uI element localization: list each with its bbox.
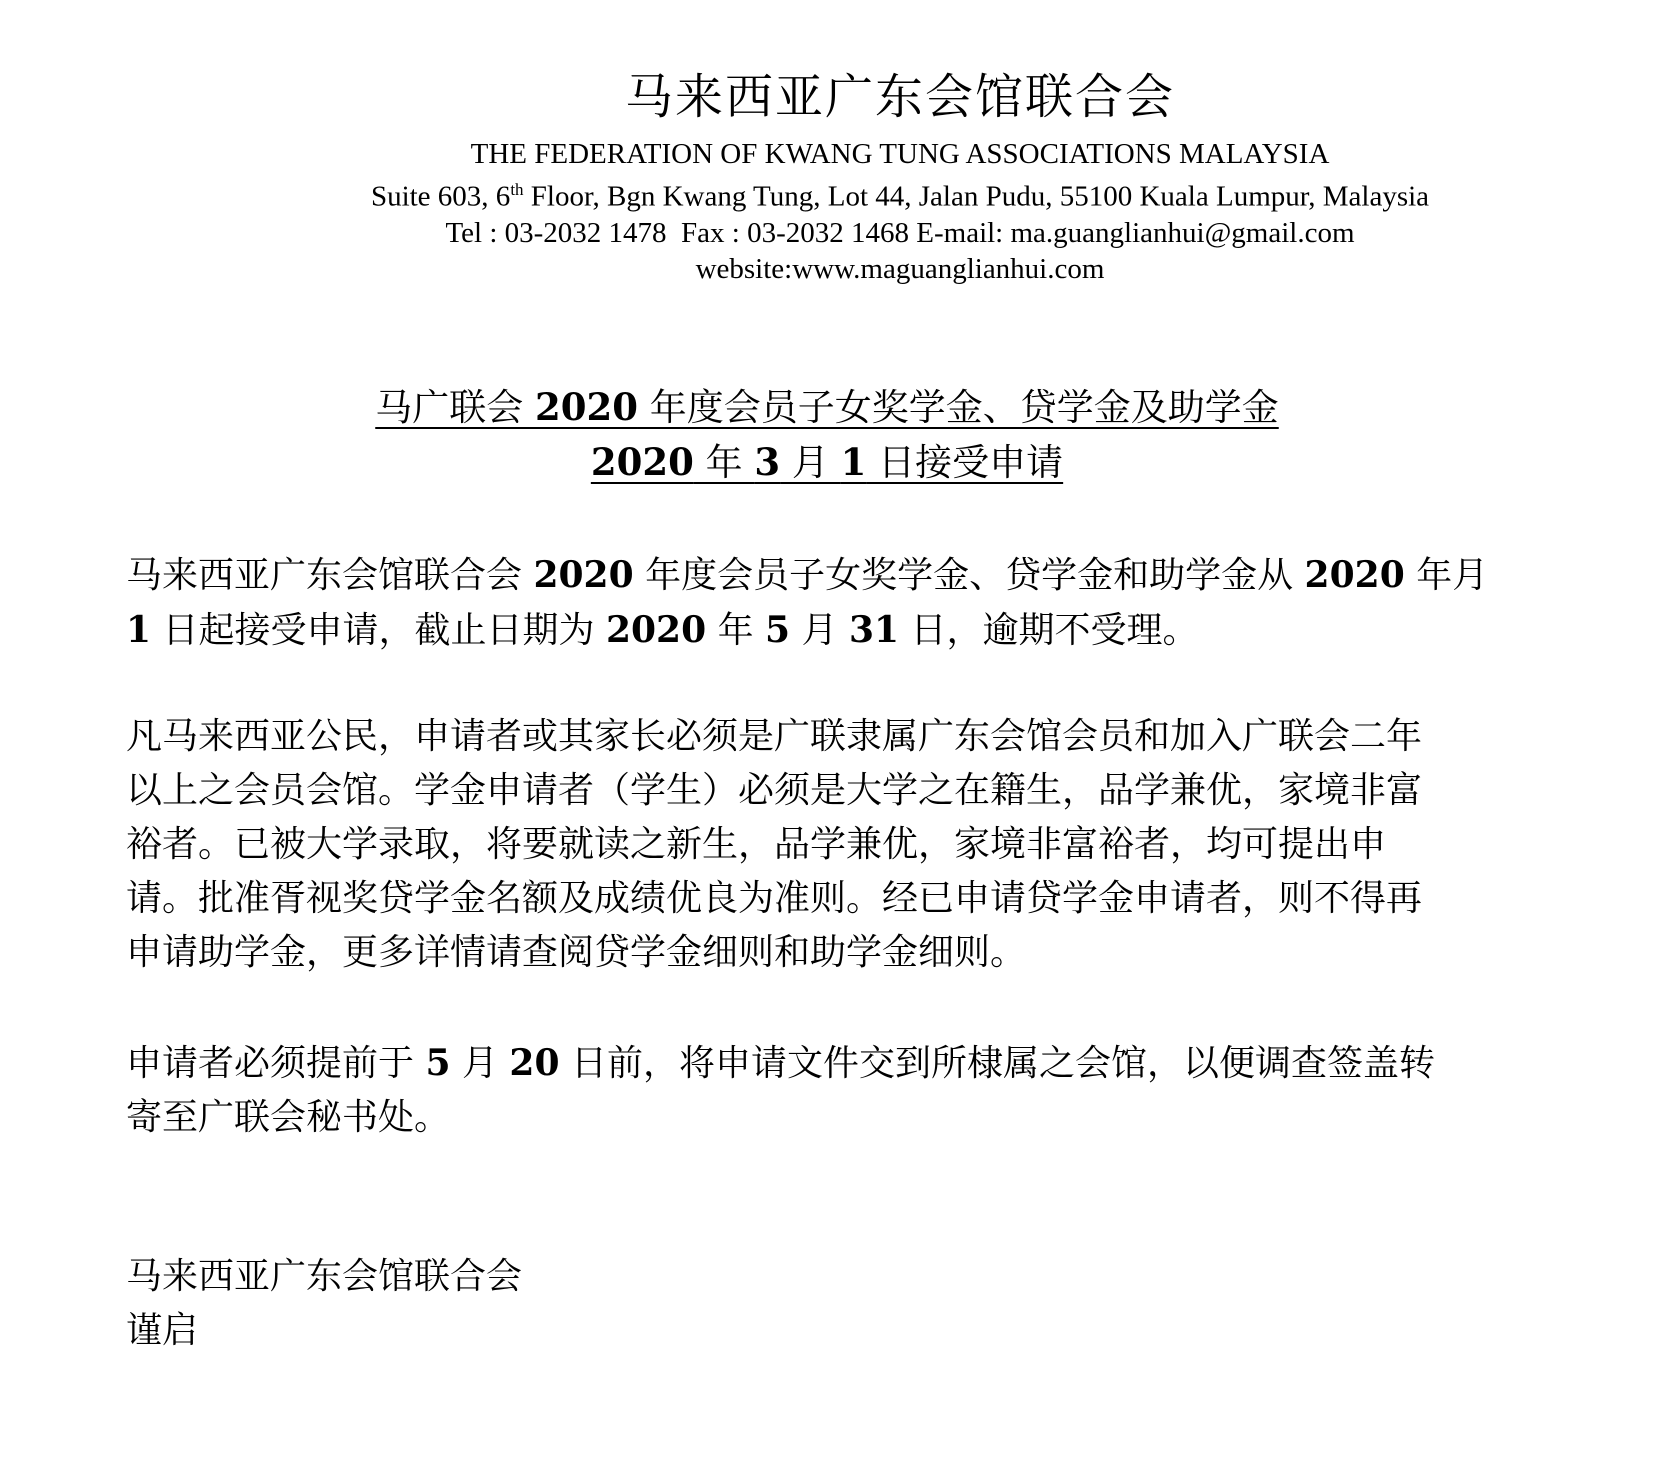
p1-text: 日，逾期不受理。	[899, 610, 1199, 651]
p1-text: 月	[790, 610, 849, 651]
org-name-chinese: 马来西亚广东会馆联合会	[624, 69, 1175, 125]
address-prefix: Suite 603, 6	[370, 180, 511, 213]
p1-day: 1	[126, 609, 152, 651]
p1-text: 马来西亚广东会馆联合会	[126, 555, 534, 596]
p3-text: 申请者必须提前于	[126, 1043, 426, 1084]
p3-text: 月	[450, 1043, 510, 1084]
p1-text: 年度会员子女奖学金、贷学金和助学金从	[633, 555, 1305, 596]
p2-line-1: 凡马来西亚公民，申请者或其家长必须是广联隶属广东会馆会员和加入广联会二年	[126, 716, 1423, 757]
title-line-2-underline	[591, 441, 1063, 484]
p3-day: 20	[509, 1042, 560, 1084]
contact-line: Tel : 03-2032 1478 Fax : 03-2032 1468 E-mail: ma.guanglianhui@gmail.com	[445, 216, 1355, 249]
p1-text: 年月	[1404, 555, 1489, 596]
website-line: website:www.maguanglianhui.com	[695, 252, 1105, 285]
title-2-text-f: 日接受申请	[866, 441, 1064, 484]
org-name-english: THE FEDERATION OF KWANG TUNG ASSOCIATIONS MALAYSIA	[470, 138, 1330, 170]
title-1-text-a: 马广联会	[375, 386, 535, 429]
p1-text: 日起接受申请，截止日期为	[151, 610, 606, 651]
letterhead	[240, 64, 1560, 287]
title-2-day: 1	[840, 440, 867, 484]
title-1-year: 2020	[535, 385, 638, 429]
signature-org: 马来西亚广东会馆联合会	[126, 1256, 523, 1297]
p1-year: 2020	[1304, 554, 1405, 596]
signature-closing: 谨启	[126, 1310, 199, 1351]
p1-year: 2020	[605, 609, 707, 651]
p1-year: 2020	[533, 554, 634, 596]
address-superscript: th	[510, 180, 524, 199]
title-1-text-c: 年度会员子女奖学金、贷学金及助学金	[637, 386, 1279, 429]
title-line-1	[120, 380, 1534, 435]
title-2-text-d: 月	[780, 441, 841, 484]
title-line-2	[120, 435, 1534, 490]
p2-line-4: 请。批准胥视奖贷学金名额及成绩优良为准则。经已申请贷学金申请者，则不得再	[126, 878, 1423, 919]
signature-block	[126, 1250, 522, 1358]
title-2-month: 3	[754, 440, 781, 484]
address-line	[240, 172, 1560, 215]
p3-text: 日前，将申请文件交到所棣属之会馆，以便调查签盖转	[559, 1043, 1435, 1084]
title-2-year: 2020	[590, 440, 694, 484]
p1-line-2	[126, 603, 1526, 658]
p3-line-2: 寄至广联会秘书处。	[126, 1097, 451, 1138]
p1-month: 5	[765, 609, 791, 651]
notice-title	[120, 380, 1534, 490]
p3-month: 5	[425, 1042, 451, 1084]
p2-line-3: 裕者。已被大学录取，将要就读之新生，品学兼优，家境非富裕者，均可提出申	[126, 824, 1387, 865]
paragraph-application-period	[126, 548, 1526, 658]
paragraph-submission	[126, 1036, 1526, 1145]
p1-text: 年	[706, 610, 766, 651]
p1-day: 31	[849, 609, 900, 651]
p2-line-5: 申请助学金，更多详情请查阅贷学金细则和助学金细则。	[126, 932, 1027, 973]
address-suffix: Floor, Bgn Kwang Tung, Lot 44, Jalan Pudu, 55100 Kuala Lumpur, Malaysia	[523, 180, 1430, 213]
p1-line-1	[126, 548, 1526, 603]
paragraph-eligibility	[126, 710, 1526, 980]
p3-line-1	[126, 1036, 1526, 1091]
title-line-1-underline	[375, 386, 1279, 429]
p2-line-2: 以上之会员会馆。学金申请者（学生）必须是大学之在籍生，品学兼优，家境非富	[126, 770, 1423, 811]
title-2-text-b: 年	[693, 441, 755, 484]
